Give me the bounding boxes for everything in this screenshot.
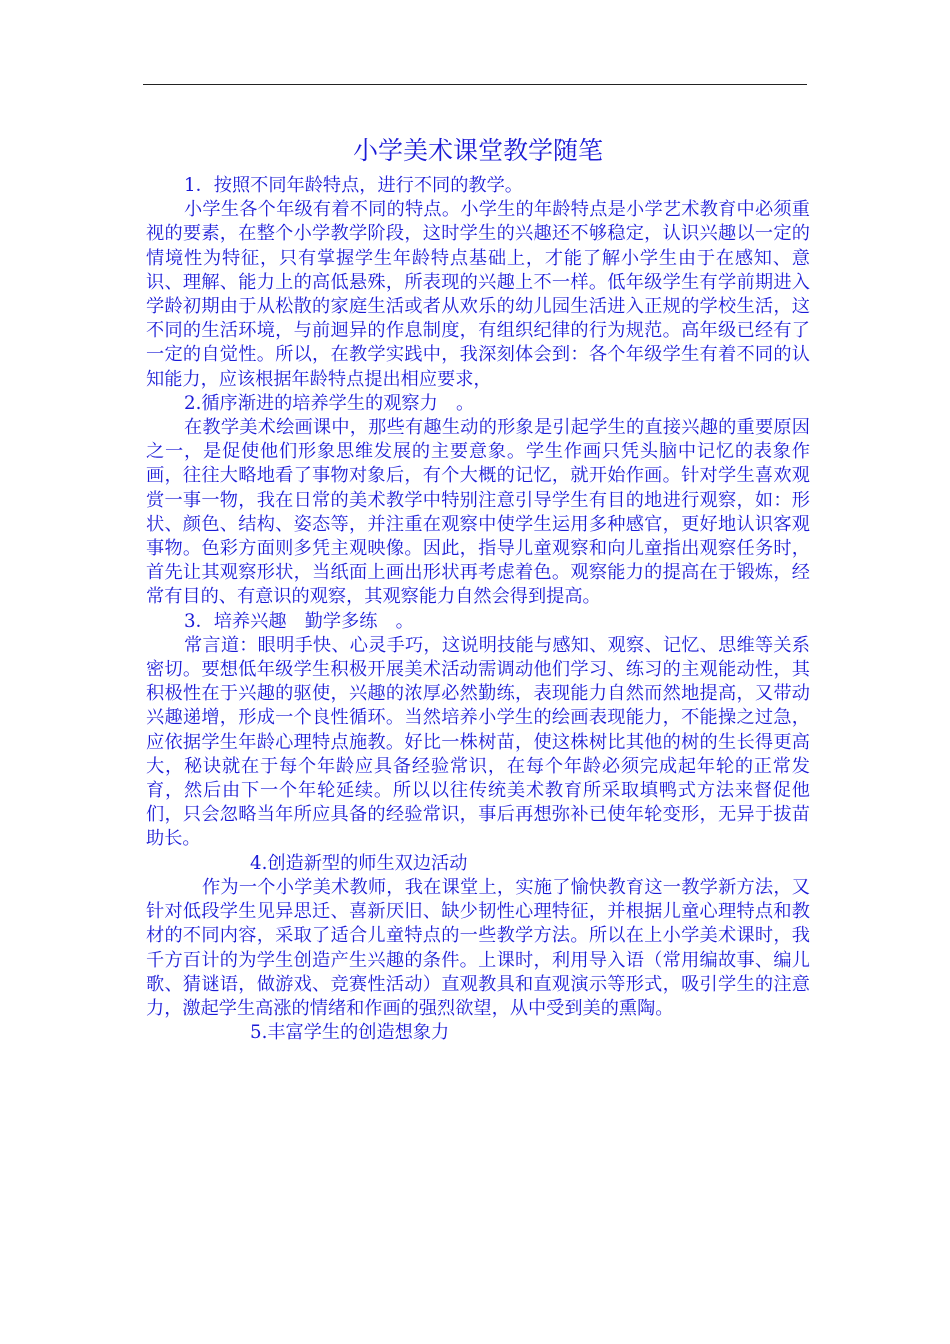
- section-heading-5: 5.丰富学生的创造想象力: [250, 1022, 450, 1044]
- section-heading-2: 2.循序渐进的培养学生的观察力 。: [184, 392, 475, 414]
- header-rule: [143, 84, 807, 85]
- paragraph-4: 作为一个小学美术教师，我在课堂上，实施了愉快教育这一教学新方法，又针对低段学生见异思迁、喜新厌旧、缺少韧性心理特征，并根据儿童心理特点和教材的不同内容，采取了适合儿童特点的一些教学方法。所以在上小学美术课时，我千方百计的为学生创造产生兴趣的条件。上课时，利用导入语（常用编故事、编儿歌、猜谜语，做游戏、竞赛性活动）直观教具和直观演示等形式，吸引学生的注意力，激起学生高涨的情绪和作画的强烈欲望，从中受到美的熏陶。: [146, 876, 810, 1019]
- section-heading-3: 3．培养兴趣 勤学多练 。: [184, 610, 414, 632]
- section-heading-1: 1．按照不同年龄特点，进行不同的教学。: [184, 175, 523, 196]
- document-body: [146, 132, 810, 1045]
- document-title: 小学美术课堂教学随笔: [352, 136, 603, 165]
- paragraph-3: 常言道：眼明手快、心灵手巧，这说明技能与感知、观察、记忆、思维等关系密切。要想低年级学生积极开展美术活动需调动他们学习、练习的主观能动性，其积极性在于兴趣的驱使，兴趣的浓厚必然勤练，表现能力自然而然地提高，又带动兴趣递增，形成一个良性循环。当然培养小学生的绘画表现能力，不能操之过急，应依据学生年龄心理特点施教。好比一株树苗，使这株树比其他的树的生长得更高大，秘诀就在于每个年龄应具备经验常识，在每个年龄必须完成起年轮的正常发育，然后由下一个年轮延续。所以以往传统美术教育所采取填鸭式方法来督促他们，只会忽略当年所应具备的经验常识，事后再想弥补已使年轮变形，无异于拔苗助长。: [146, 634, 810, 850]
- paragraph-2: 在教学美术绘画课中，那些有趣生动的形象是引起学生的直接兴趣的重要原因之一，是促使他们形象思维发展的主要意象。学生作画只凭头脑中记忆的表象作画，往往大略地看了事物对象后，有个大概的记忆，就开始作画。针对学生喜欢观赏一事一物，我在日常的美术教学中特别注意引导学生有目的地进行观察，如：形状、颜色、结构、姿态等，并注重在观察中使学生运用多种感官，更好地认识客观事物。色彩方面则多凭主观映像。因此，指导儿童观察和向儿童指出观察任务时，首先让其观察形状，当纸面上画出形状再考虑着色。观察能力的提高在于锻炼，经常有目的、有意识的观察，其观察能力自然会得到提高。: [146, 417, 810, 608]
- section-heading-4: 4.创造新型的师生双边活动: [250, 852, 468, 874]
- paragraph-1: 小学生各个年级有着不同的特点。小学生的年龄特点是小学艺术教育中必须重视的要素，在整个小学教学阶段，这时学生的兴趣还不够稳定，认识兴趣以一定的情境性为特征，只有掌握学生年龄特点基础上，才能了解小学生由于在感知、意识、理解、能力上的高低悬殊，所表现的兴趣上不一样。低年级学生有学前期进入学龄初期由于从松散的家庭生活或者从欢乐的幼儿园生活进入正规的学校生活，这不同的生活环境，与前迴异的作息制度，有组织纪律的行为规范。高年级已经有了一定的自觉性。所以，在教学实践中，我深刻体会到：各个年级学生有着不同的认知能力，应该根据年龄特点提出相应要求，: [146, 199, 810, 390]
